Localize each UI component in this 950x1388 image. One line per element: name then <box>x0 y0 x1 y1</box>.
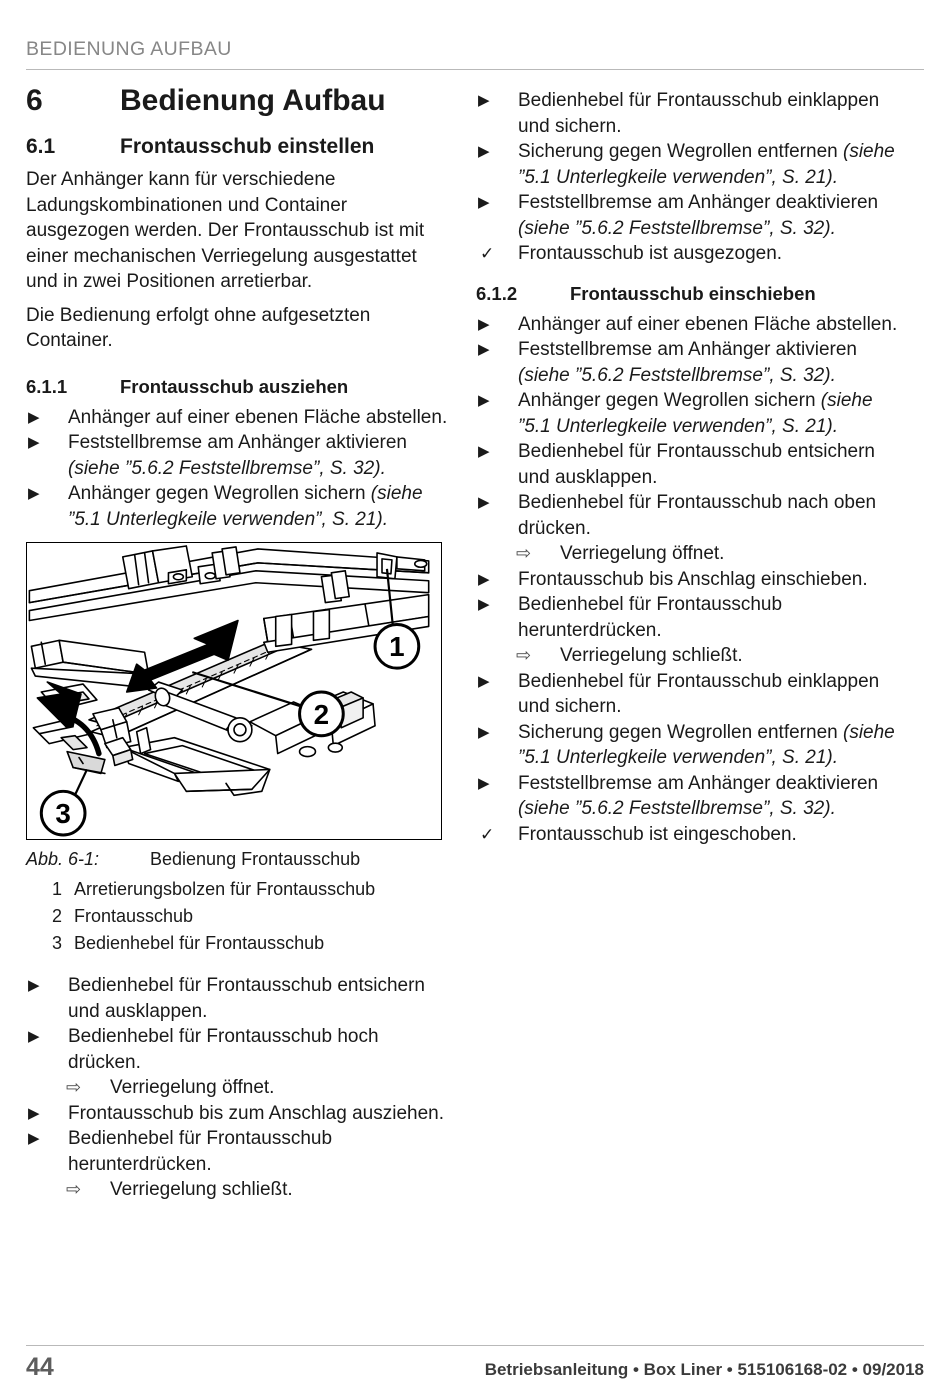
bullet-triangle-icon: ▶ <box>28 977 40 995</box>
legend-description: Frontausschub <box>74 906 194 927</box>
step-item <box>476 592 898 643</box>
bullet-triangle-icon: ▶ <box>28 1130 40 1148</box>
step-text: Frontausschub ist ausgezogen. <box>518 243 783 264</box>
subsection-heading-612 <box>476 283 898 304</box>
step-text: Bedienhebel für Frontausschub einklappen und sichern. <box>518 670 880 718</box>
step-text: Bedienhebel für Frontausschub entsichern und ausklappen. <box>518 441 876 488</box>
bullet-triangle-icon: ▶ <box>478 315 490 333</box>
two-column-body <box>26 84 924 1324</box>
step-text: Frontausschub bis Anschlag einschieben. <box>518 568 868 590</box>
step-text: Sicherung gegen Wegrollen entfernen (siehe ”5.1 Unterlegkeile verwenden”, S. 21). <box>518 721 895 769</box>
step-text: Feststellbremse am Anhänger deaktivieren (siehe ”5.6.2 Feststellbremse”, S. 32). <box>518 192 879 239</box>
subsection-number-612: 6.1.2 <box>476 282 518 304</box>
step-text: Bedienhebel für Frontausschub nach oben drücken. <box>518 492 877 539</box>
step-item <box>26 481 448 532</box>
cross-reference: (siehe ”5.6.2 Feststellbremse”, S. 32). <box>518 798 836 820</box>
step-text: Verriegelung schließt. <box>110 1179 293 1201</box>
step-text: Frontausschub bis zum Anschlag ausziehen. <box>68 1102 444 1124</box>
bullet-triangle-icon: ▶ <box>478 194 490 211</box>
step-text: Sicherung gegen Wegrollen entfernen (siehe ”5.1 Unterlegkeile verwenden”, S. 21). <box>518 141 895 188</box>
step-item <box>476 490 898 541</box>
cross-reference: (siehe ”5.6.2 Feststellbremse”, S. 32). <box>518 217 836 239</box>
subsection-heading-611 <box>26 376 448 397</box>
figure-caption-text: Bedienung Frontausschub <box>150 849 361 870</box>
figure-legend <box>26 876 448 957</box>
step-item <box>476 567 898 593</box>
callout-2-label: 2 <box>313 699 330 731</box>
bullet-triangle-icon: ▶ <box>478 494 490 512</box>
subsection-number-611: 6.1.1 <box>26 375 68 397</box>
legend-row <box>26 930 448 957</box>
step-text: Bedienhebel für Frontausschub entsichern und ausklappen. <box>68 975 426 1022</box>
bullet-triangle-icon: ▶ <box>478 774 490 792</box>
step-text: Bedienhebel für Frontausschub einklappen und sichern. <box>518 90 880 137</box>
step-item <box>476 190 898 241</box>
step-text: Verriegelung öffnet. <box>560 543 725 565</box>
step-item <box>476 771 898 822</box>
step-list-611-after-figure <box>26 973 448 1203</box>
step-item <box>476 241 898 267</box>
check-icon: ✓ <box>480 824 495 844</box>
bullet-triangle-icon: ▶ <box>28 1104 40 1122</box>
step-item <box>476 822 898 848</box>
result-arrow-icon: ⇨ <box>66 1077 82 1098</box>
step-text: Bedienhebel für Frontausschub hoch drücken. <box>68 1026 379 1073</box>
bullet-triangle-icon: ▶ <box>28 485 40 503</box>
bullet-triangle-icon: ▶ <box>478 596 490 614</box>
chapter-heading <box>26 84 448 117</box>
figure-image-frame <box>26 542 442 840</box>
step-item <box>476 669 898 720</box>
figure-label: Abb. 6-1: <box>26 849 100 870</box>
section-heading-61 <box>26 135 448 159</box>
step-item <box>476 139 898 190</box>
step-item <box>476 388 898 439</box>
bullet-triangle-icon: ▶ <box>478 723 490 741</box>
cross-reference: (siehe ”5.1 Unterlegkeile verwenden”, S. 21). <box>68 483 423 530</box>
step-text: Anhänger auf einer ebenen Fläche abstellen. <box>518 313 898 335</box>
step-item <box>26 430 448 481</box>
page-number: 44 <box>26 1353 54 1381</box>
section-title-61: Frontausschub einstellen <box>120 135 375 158</box>
step-item <box>476 312 898 338</box>
check-icon: ✓ <box>480 244 495 263</box>
result-arrow-icon: ⇨ <box>516 543 532 564</box>
bullet-triangle-icon: ▶ <box>478 672 490 690</box>
step-text: Bedienhebel für Frontausschub herunterdrücken. <box>68 1128 333 1175</box>
bullet-triangle-icon: ▶ <box>28 434 40 452</box>
legend-row <box>26 903 448 930</box>
step-list-612 <box>476 312 898 848</box>
legend-description: Arretierungsbolzen für Frontausschub <box>74 879 376 900</box>
bullet-triangle-icon: ▶ <box>28 1028 40 1046</box>
chapter-title: Bedienung Aufbau <box>120 84 386 117</box>
step-item <box>476 337 898 388</box>
step-text: Verriegelung schließt. <box>560 645 743 667</box>
figure-caption <box>26 847 448 871</box>
result-item <box>476 643 898 669</box>
section-number-61: 6.1 <box>26 135 56 158</box>
step-item <box>26 1126 448 1177</box>
step-item <box>26 973 448 1024</box>
step-item <box>476 720 898 771</box>
step-list-611-before-figure <box>26 405 448 533</box>
cross-reference: (siehe ”5.1 Unterlegkeile verwenden”, S. 21). <box>518 390 873 437</box>
bullet-triangle-icon: ▶ <box>478 341 490 359</box>
step-item <box>26 1024 448 1075</box>
step-text: Frontausschub ist eingeschoben. <box>518 823 797 845</box>
step-text: Feststellbremse am Anhänger aktivieren (siehe ”5.6.2 Feststellbremse”, S. 32). <box>68 432 407 479</box>
section-paragraph-2: Die Bedienung erfolgt ohne aufgesetzten Container. <box>26 304 371 352</box>
step-text: Feststellbremse am Anhänger aktivieren (siehe ”5.6.2 Feststellbremse”, S. 32). <box>518 339 857 386</box>
bullet-triangle-icon: ▶ <box>478 143 490 160</box>
running-header-title: BEDIENUNG AUFBAU <box>26 38 232 60</box>
header-divider <box>26 69 924 70</box>
result-arrow-icon: ⇨ <box>66 1179 82 1200</box>
step-item <box>26 1101 448 1127</box>
callout-1-label: 1 <box>389 631 405 663</box>
step-item <box>476 88 898 139</box>
cross-reference: (siehe ”5.1 Unterlegkeile verwenden”, S. 21). <box>518 141 895 188</box>
result-item <box>26 1075 448 1101</box>
right-column <box>476 84 898 847</box>
result-arrow-icon: ⇨ <box>516 645 532 666</box>
step-item <box>476 439 898 490</box>
step-item <box>26 405 448 431</box>
cross-reference: (siehe ”5.6.2 Feststellbremse”, S. 32). <box>68 457 386 479</box>
bullet-triangle-icon: ▶ <box>478 443 490 461</box>
legend-row <box>26 876 448 903</box>
legend-description: Bedienhebel für Frontausschub <box>74 933 325 954</box>
step-list-611-continued <box>476 88 898 267</box>
cross-reference: (siehe ”5.1 Unterlegkeile verwenden”, S. 21). <box>518 721 895 769</box>
subsection-title-612: Frontausschub einschieben <box>570 282 816 304</box>
page-footer <box>26 1345 924 1380</box>
step-text: Anhänger gegen Wegrollen sichern (siehe ”5.1 Unterlegkeile verwenden”, S. 21). <box>68 483 423 530</box>
bullet-triangle-icon: ▶ <box>28 408 40 426</box>
section-paragraph-1: Der Anhänger kann für verschiedene Ladungskombinationen und Container ausgezogen werden. Der Frontausschub ist mit einer mechanischen Verriegelung ausgestattet und in zwei Positionen arretierbar. <box>26 169 425 293</box>
footer-metadata: Betriebsanleitung • Box Liner • 515106168-02 • 09/2018 <box>484 1360 924 1379</box>
step-text: Bedienhebel für Frontausschub herunterdrücken. <box>518 594 783 641</box>
step-text: Anhänger auf einer ebenen Fläche abstellen. <box>68 406 448 428</box>
step-text: Verriegelung öffnet. <box>110 1077 275 1099</box>
legend-number: 3 <box>52 933 63 954</box>
result-item <box>476 541 898 567</box>
footer-divider <box>26 1345 924 1346</box>
result-item <box>26 1177 448 1203</box>
step-text: Feststellbremse am Anhänger deaktivieren (siehe ”5.6.2 Feststellbremse”, S. 32). <box>518 772 879 820</box>
trailer-frontausschub-illustration <box>27 543 441 839</box>
bullet-triangle-icon: ▶ <box>478 570 490 588</box>
subsection-title-611: Frontausschub ausziehen <box>120 375 349 397</box>
cross-reference: (siehe ”5.6.2 Feststellbremse”, S. 32). <box>518 364 836 386</box>
bullet-triangle-icon: ▶ <box>478 92 490 109</box>
left-column <box>26 84 448 1203</box>
legend-number: 1 <box>52 879 63 900</box>
running-header <box>26 40 924 70</box>
legend-number: 2 <box>52 906 63 927</box>
chapter-number: 6 <box>26 84 43 117</box>
callout-3-label: 3 <box>55 798 71 830</box>
bullet-triangle-icon: ▶ <box>478 392 490 410</box>
step-text: Anhänger gegen Wegrollen sichern (siehe ”5.1 Unterlegkeile verwenden”, S. 21). <box>518 390 873 437</box>
